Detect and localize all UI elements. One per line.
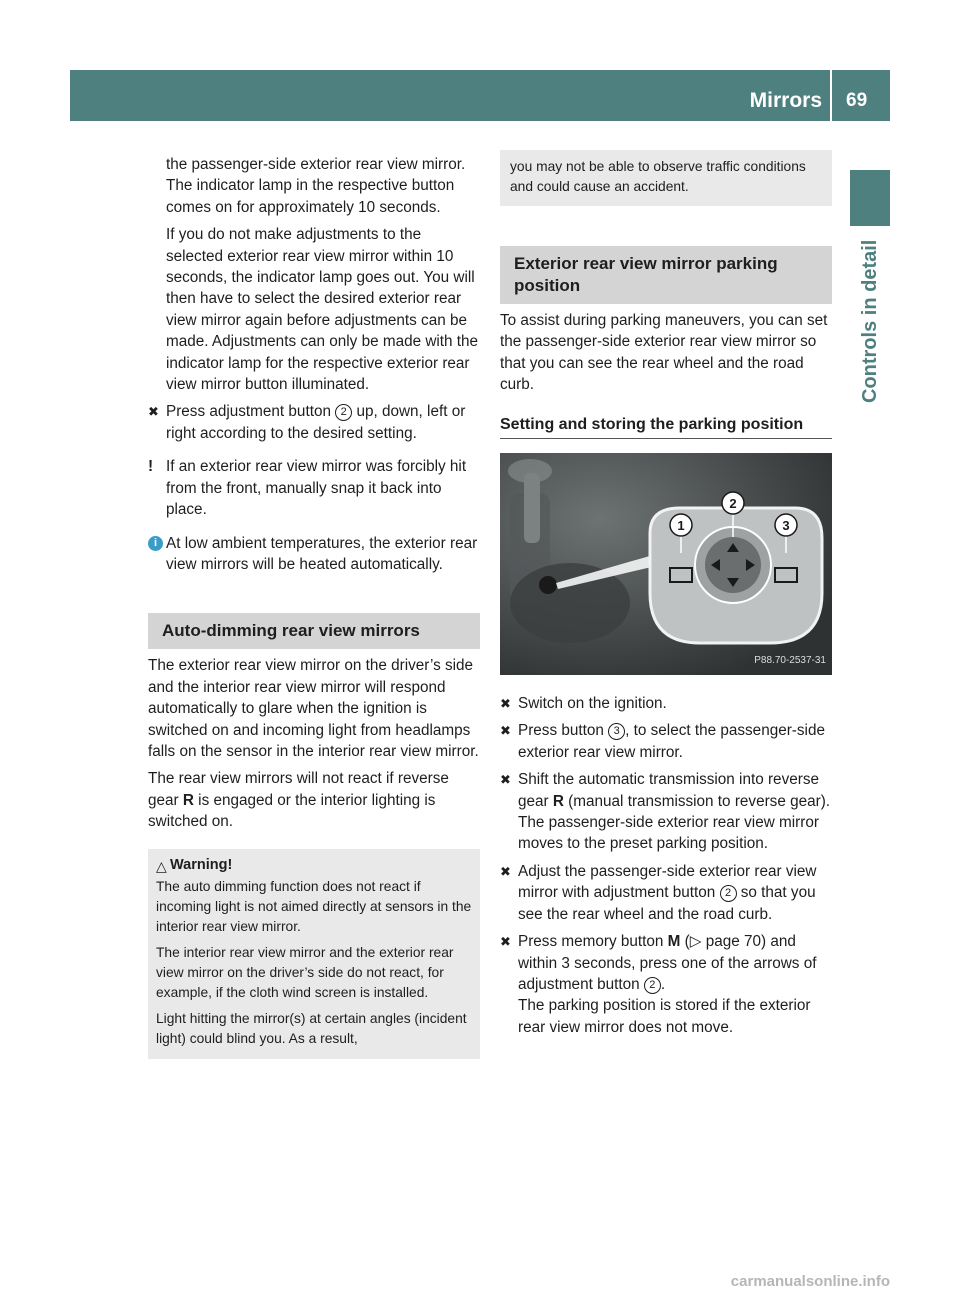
right-column [500, 150, 832, 1038]
figure-label-3: 3 [782, 518, 790, 534]
parking-intro: To assist during parking maneuvers, you can set the passenger-side exterior rear view mirror so that you can see the rear wheel and the road curb. [500, 312, 828, 394]
header-separator [830, 70, 832, 121]
warning-box [148, 849, 480, 1059]
warning-box-continued: you may not be able to observe traffic conditions and could cause an accident. [500, 150, 832, 206]
mirror-control-illustration [500, 453, 832, 675]
step-reverse-result: The passenger-side exterior rear view mirror moves to the preset parking position. [518, 814, 819, 853]
step-adjust-mirror: ✖ Adjust the passenger-side exterior rear view mirror with adjustment button 2 so that you see the rear wheel and the road curb. [500, 862, 817, 923]
continued-text: the passenger-side exterior rear view mirror. [166, 156, 466, 173]
step-arrow-icon: ✖ [500, 696, 511, 712]
step-ignition: ✖ Switch on the ignition. [500, 693, 832, 714]
subheading-storing: Setting and storing the parking position [500, 414, 832, 439]
figure-label-2: 2 [729, 496, 737, 512]
warning-text-1: The auto dimming function does not react if incoming light is not aimed directly at sensors in the interior rear view mirror. [156, 878, 472, 934]
info-icon: i [148, 536, 163, 551]
step-store-memory: ✖ Press memory button M (▷ page 70) and within 3 seconds, press one of the arrows of adjustment button 2 . The parking position is stored if the exterior rear view mirror does not move. [500, 931, 832, 1038]
figure-code: P88.70-2537-31 [754, 654, 826, 666]
auto-dimming-body: The exterior rear view mirror on the driver’s side and the interior rear view mirror will respond automatically to glare when the ignition is switched on and incoming light from headlamps falls on the sensor in the interior rear view mirror. [148, 657, 479, 760]
info-paragraph: If you do not make adjustments to the selected exterior rear view mirror within 10 seconds, the indicator lamp goes out. You will then have to select the desired exterior rear view mirror again before adjustments can be made. Adjustments can only be made with the indicator lamp for the respective exterior rear view mirror button illuminated. [166, 226, 479, 394]
section-heading-parking-position: Exterior rear view mirror parking position [500, 246, 832, 304]
page-title: Mirrors [749, 89, 822, 112]
result-text: The indicator lamp in the respective button comes on for approximately 10 seconds. [166, 177, 455, 216]
page-number: 69 [846, 90, 868, 111]
step-arrow-icon: ✖ [500, 934, 511, 950]
callout-3: 3 [608, 723, 625, 740]
step-store-result: The parking position is stored if the exterior rear view mirror does not move. [518, 997, 811, 1036]
exclamation-icon: ! [148, 458, 154, 476]
step-adjust: ✖ Press adjustment button 2 up, down, left or right according to the desired setting. [148, 403, 466, 442]
warning-icon: △ [156, 857, 167, 874]
auto-dimming-exception: The rear view mirrors will not react if reverse gear R is engaged or the interior lighting is switched on. [148, 770, 449, 831]
warning-text-2: The interior rear view mirror and the exterior rear view mirror on the driver’s side do not react, for example, if the cloth wind screen is installed. [156, 944, 454, 1000]
step-select-mirror: ✖ Press button 3 , to select the passenger-side exterior rear view mirror. [500, 722, 825, 761]
chapter-label: Controls in detail [859, 240, 881, 404]
figure-label-1: 1 [677, 518, 685, 534]
info-note: i At low ambient temperatures, the exterior rear view mirrors will be heated automatically. [148, 533, 480, 576]
warning-text-3: Light hitting the mirror(s) at certain angles (incident light) could blind you. As a result, [156, 1010, 467, 1046]
callout-2: 2 [335, 404, 352, 421]
warning-title: △ Warning! [156, 856, 233, 874]
chapter-tab [850, 170, 890, 226]
figure-mirror-controls [500, 453, 832, 675]
callout-2: 2 [644, 977, 661, 994]
step-arrow-icon: ✖ [148, 404, 159, 420]
step-arrow-icon: ✖ [500, 772, 511, 788]
step-arrow-icon: ✖ [500, 723, 511, 739]
watermark-footer: carmanualsonline.info [730, 1273, 890, 1290]
left-column [148, 154, 480, 1059]
section-heading-auto-dimming: Auto-dimming rear view mirrors [148, 613, 480, 649]
callout-2: 2 [720, 885, 737, 902]
caution-note: ! If an exterior rear view mirror was forcibly hit from the front, manually snap it back into place. [148, 458, 467, 519]
step-arrow-icon: ✖ [500, 863, 511, 879]
step-reverse-gear: ✖ Shift the automatic transmission into reverse gear R (manual transmission to reverse gear). The passenger-side exterior rear view mirror moves to the preset parking position. [500, 769, 832, 855]
